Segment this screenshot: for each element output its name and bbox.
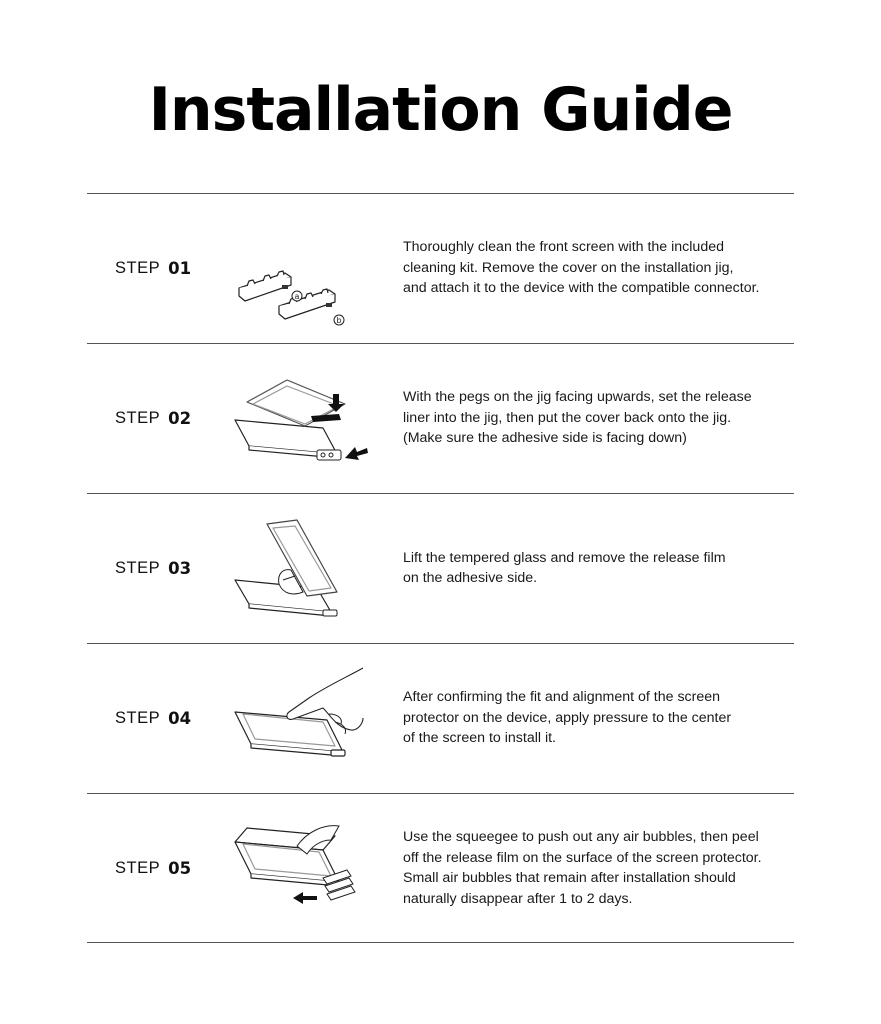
callout-b: b [336,316,342,325]
description-line: With the pegs on the jig facing upwards, set the release [403,389,752,406]
press-center-illustration [227,668,377,768]
step-02 [87,343,794,493]
step-number: 05 [168,858,192,878]
description-line: Small air bubbles that remain after installation should [403,870,736,886]
description-line: on the adhesive side. [403,570,538,586]
description-line: Lift the tempered glass and remove the release film [403,549,726,566]
description-line: After confirming the fit and alignment of the screen [403,689,721,706]
step-label [115,643,191,793]
description-line: of the screen to install it. [403,730,556,747]
step-word: STEP [115,408,161,427]
lift-glass-illustration [227,518,377,618]
description-line: Use the squeegee to push out any air bubbles, then peel [403,829,759,845]
step-label [115,343,191,493]
step-word: STEP [115,558,161,577]
step-word: STEP [115,708,161,727]
divider [87,942,794,943]
callout-a: a [294,292,300,301]
description-line: off the release film on the surface of the screen protector. [403,849,762,866]
step-label [115,493,191,643]
page-title: Installation Guide [148,75,733,145]
step-word: STEP [115,258,161,277]
step-01 [87,193,794,343]
description-line: Thoroughly clean the front screen with the included [403,239,724,256]
step-word: STEP [115,858,161,877]
step-description [403,193,783,343]
description-line: (Make sure the adhesive side is facing down) [403,430,687,447]
step-number: 03 [168,558,192,578]
step-description [403,343,783,493]
description-line: cleaning kit. Remove the cover on the installation jig, [403,259,734,276]
step-number: 04 [168,708,192,728]
step-03 [87,493,794,643]
step-number: 01 [168,258,192,278]
step-05 [87,793,794,943]
step-description [403,793,783,943]
step-number: 02 [168,408,192,428]
installation-jig-parts-illustration [227,218,377,325]
description-line: liner into the jig, then put the cover back onto the jig. [403,409,732,426]
description-line: and attach it to the device with the compatible connector. [403,280,760,297]
description-line: naturally disappear after 1 to 2 days. [403,890,633,907]
description-line: protector on the device, apply pressure to the center [403,709,732,726]
step-label [115,193,191,343]
peel-release-film-illustration [227,818,377,918]
release-liner-into-jig-illustration [227,368,377,468]
step-description [403,493,783,643]
step-label [115,793,191,943]
step-04 [87,643,794,793]
step-description [403,643,783,793]
